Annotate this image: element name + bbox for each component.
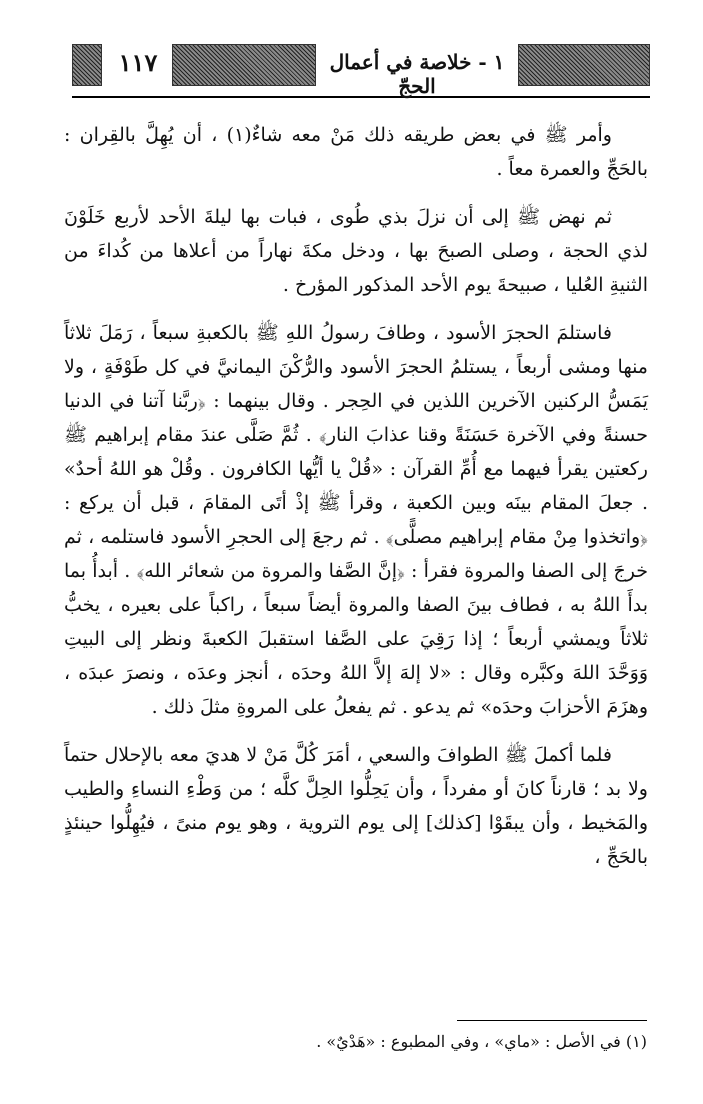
paragraph: ثم نهض ﷺ إلى أن نزلَ بذي طُوى ، فبات بها ليلةَ الأحد لأربع خَلَوْنَ لذي الحجة ، وصلى الصبحَ بها ، ودخل مكةَ نهاراً من أعلاها من كُداءَ من الثنيةِ العُليا ، صبيحةَ يوم الأحد المذكور المؤرخ . xyxy=(64,206,648,296)
page-header xyxy=(72,40,650,98)
decorative-bar xyxy=(518,44,650,86)
running-title: ١ - خلاصة في أعمال الحجّ xyxy=(329,50,505,98)
paragraph: فلما أكملَ ﷺ الطوافَ والسعي ، أمَرَ كُلَّ مَنْ لا هديَ معه بالإحلال حتماً ولا بد ؛ قارناً كانَ أو مفرداً ، وأن يَحِلُّوا الحِلَّ كلَّه ؛ من وَطْءِ النساءِ والطيب والمَخيط ، وأن يبقَوْا [كذلك] إلى يوم التروية ، وهو يوم منىً ، فيُهِلُّوا حينئذٍ بالحَجِّ ، xyxy=(64,744,648,868)
paragraph: وأمر ﷺ في بعض طريقه ذلك مَنْ معه شاءٌ(١) ، أن يُهِلَّ بالقِران : بالحَجِّ والعمرة معاً . xyxy=(64,124,648,180)
footnote: (١) في الأصل : «ماي» ، وفي المطبوع : «هَدْيٌ» . xyxy=(316,1032,647,1051)
decorative-bar xyxy=(72,44,102,86)
main-text xyxy=(64,118,648,888)
footnote-divider xyxy=(457,1020,647,1021)
paragraph: فاستلمَ الحجرَ الأسود ، وطافَ رسولُ اللهِ ﷺ بالكعبةِ سبعاً ، رَمَلَ ثلاثاً منها ومشى أربعاً ، يستلمُ الحجرَ الأسود والرُّكْنَ اليمانيَّ في كل طَوْفَةٍ ، ولا يَمَسُّ الركنين الآخرين اللذين في الحِجر . وقال بينهما : ﴿ربَّنا آتنا في الدنيا حسنةً وفي الآخرة حَسَنَةً وقنا عذابَ النار﴾ . ثُمَّ صَلَّى عندَ مقام إبراهيم ﷺ ركعتين يقرأ فيهما مع أُمِّ القرآن : «قُلْ يا أيُّها الكافرون . وقُلْ هو اللهُ أحدٌ» . جعلَ المقام بينَه وبين الكعبة ، وقرأ ﷺ إذْ أتَى المقامَ ، قبل أن يركع : ﴿واتخذوا مِنْ مقام إبراهيم مصلًّى﴾ . ثم رجعَ إلى الحجرِ الأسود فاستلمه ، ثم خرجَ إلى الصفا والمروة فقرأ : ﴿إنَّ الصَّفا والمروة من شعائر الله﴾ . أبدأُ بما بدأَ اللهُ به ، فطاف بينَ الصفا والمروة أيضاً سبعاً ، راكباً على بعيره ، يخبُّ ثلاثاً ويمشي أربعاً ؛ إذا رَقِيَ على الصَّفا استقبلَ الكعبةَ ونظر إلى البيتِ وَوَحَّدَ اللهَ وكبَّره وقال : «لا إلهَ إلاَّ اللهُ وحدَه ، أنجز وعدَه ، ونصرَ عبدَه ، وهزَمَ الأحزابَ وحدَه» ثم يدعو . ثم يفعلُ على المروةِ مثلَ ذلك . xyxy=(64,322,648,718)
decorative-bar xyxy=(172,44,316,86)
page-number: ١١٧ xyxy=(118,48,158,77)
